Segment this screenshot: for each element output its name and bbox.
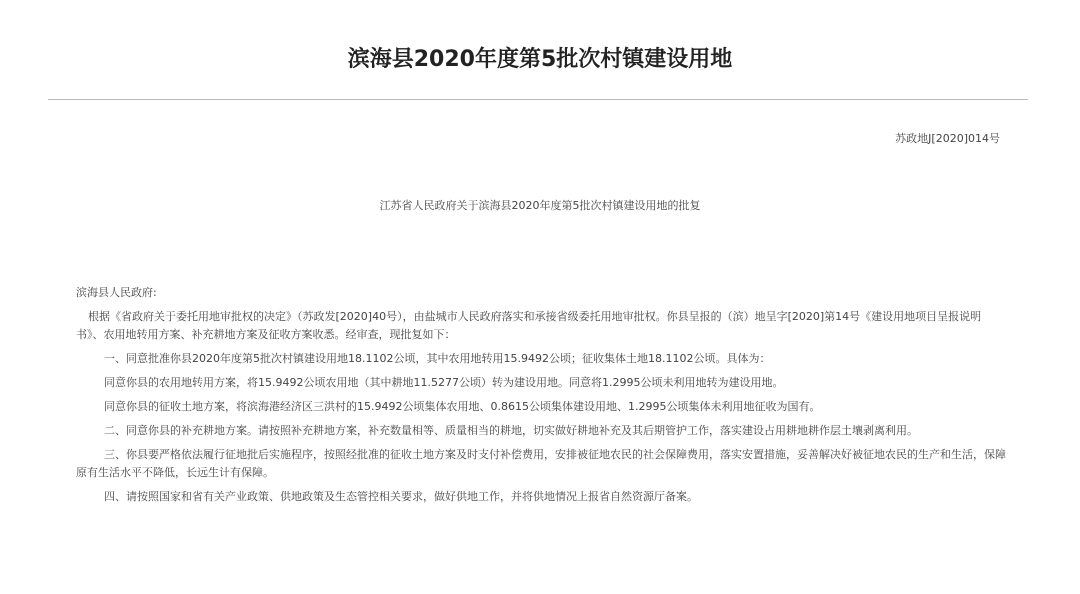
paragraph-land-supply: 四、请按照国家和省有关产业政策、供地政策及生态管控相关要求，做好供地工作，并将供地情况上报省自然资源厅备案。 (104, 490, 698, 503)
paragraph-farmland-supplement: 二、同意你县的补充耕地方案。请按照补充耕地方案，补充数量相等、质量相当的耕地，切实做好耕地补充及其后期管护工作，落实建设占用耕地耕作层土壤剥离利用。 (104, 424, 918, 437)
page-title: 滨海县2020年度第5批次村镇建设用地 (347, 47, 733, 72)
paragraph-conversion: 同意你县的农用地转用方案，将15.9492公顷农用地（其中耕地11.5277公顷）转为建设用地。同意将1.2995公顷未利用地转为建设用地。 (104, 376, 784, 389)
paragraph-approval: 一、同意批准你县2020年度第5批次村镇建设用地18.1102公顷，其中农用地转用15.9492公顷；征收集体土地18.1102公顷。具体为： (104, 352, 771, 365)
addressee: 滨海县人民政府: (76, 286, 157, 299)
document-subtitle: 江苏省人民政府关于滨海县2020年度第5批次村镇建设用地的批复 (379, 199, 701, 212)
document-number: 苏政地J[2020]014号 (895, 132, 1000, 145)
paragraph-expropriation: 同意你县的征收土地方案，将滨海港经济区三洪村的15.9492公顷集体农用地、0.8615公顷集体建设用地、1.2995公顷集体未利用地征收为国有。 (104, 400, 821, 413)
document-body (76, 284, 1006, 512)
title-divider (48, 99, 1028, 100)
intro-paragraph: 根据《省政府关于委托用地审批权的决定》（苏政发[2020]40号），由盐城市人民政府落实和承接省级委托用地审批权。你县呈报的（滨）地呈字[2020]第14号《建设用地项目呈报说明书》、农用地转用方案、补充耕地方案及征收方案收悉。经审查，现批复如下： (76, 310, 982, 341)
paragraph-compensation: 三、你县要严格依法履行征地批后实施程序，按照经批准的征收土地方案及时支付补偿费用，安排被征地农民的社会保障费用，落实安置措施，妥善解决好被征地农民的生产和生活，保障原有生活水平不降低，长远生计有保障。 (76, 448, 1006, 479)
